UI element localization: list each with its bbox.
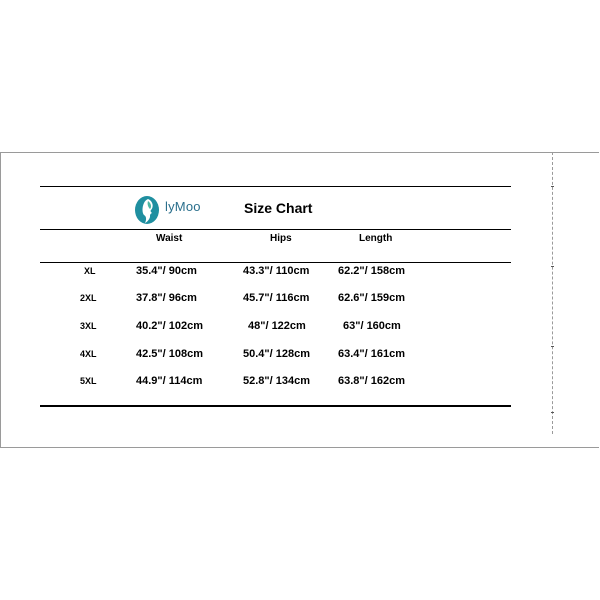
column-header-hips: Hips xyxy=(270,233,292,244)
length-value: 63"/ 160cm xyxy=(343,320,401,332)
column-header-length: Length xyxy=(359,233,393,244)
tick-mark xyxy=(551,412,554,413)
waist-value: 37.8"/ 96cm xyxy=(136,292,197,304)
bottom-rule xyxy=(40,405,511,407)
hips-value: 50.4"/ 128cm xyxy=(243,348,310,360)
tick-mark xyxy=(551,186,554,187)
length-value: 62.6"/ 159cm xyxy=(338,292,405,304)
length-value: 63.4"/ 161cm xyxy=(338,348,405,360)
brand-name: lyMoo xyxy=(165,199,201,214)
length-value: 62.2"/ 158cm xyxy=(338,265,405,277)
header-rule xyxy=(40,229,511,230)
page-title: Size Chart xyxy=(244,200,313,216)
waist-value: 44.9"/ 114cm xyxy=(136,375,203,387)
waist-value: 35.4"/ 90cm xyxy=(136,265,197,277)
size-label: 5XL xyxy=(80,376,97,386)
top-rule xyxy=(40,186,511,187)
brand-logo-icon xyxy=(134,195,160,225)
size-label: XL xyxy=(84,266,96,276)
column-header-rule xyxy=(40,262,511,263)
hips-value: 52.8"/ 134cm xyxy=(243,375,310,387)
hips-value: 43.3"/ 110cm xyxy=(243,265,310,277)
waist-value: 42.5"/ 108cm xyxy=(136,348,203,360)
column-header-waist: Waist xyxy=(156,233,183,244)
size-label: 4XL xyxy=(80,349,97,359)
dashed-divider xyxy=(552,152,553,434)
size-label: 3XL xyxy=(80,321,97,331)
length-value: 63.8"/ 162cm xyxy=(338,375,405,387)
tick-mark xyxy=(551,346,554,347)
hips-value: 45.7"/ 116cm xyxy=(243,292,310,304)
size-label: 2XL xyxy=(80,293,97,303)
hips-value: 48"/ 122cm xyxy=(248,320,306,332)
waist-value: 40.2"/ 102cm xyxy=(136,320,203,332)
tick-mark xyxy=(551,266,554,267)
